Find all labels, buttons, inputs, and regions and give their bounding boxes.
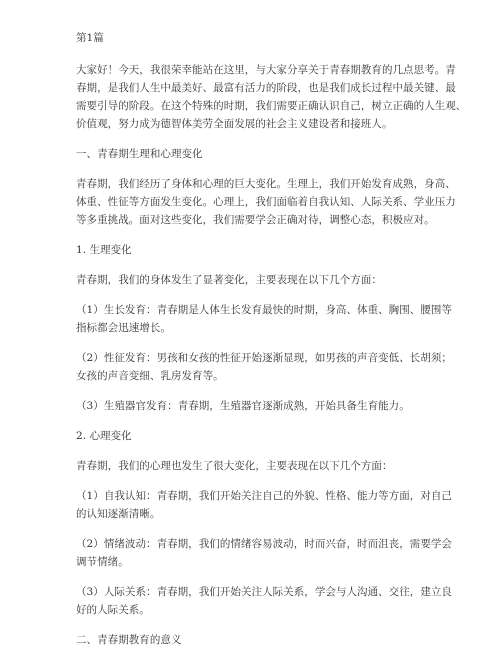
section1-line: 体重、性征等方面发生变化。心理上，我们面临着自我认知、人际关系、学业压力 bbox=[76, 196, 456, 208]
list-item-sex-characteristics bbox=[76, 349, 452, 385]
intro-line: 大家好！今天，我很荣幸能站在这里，与大家分享关于青春期教育的几点思考。青 bbox=[76, 64, 456, 76]
section1-line: 青春期，我们经历了身体和心理的巨大变化。生理上，我们开始发育成熟，身高、 bbox=[76, 178, 456, 190]
section1-line: 等多重挑战。面对这些变化，我们需要学会正确对待，调整心态，积极应对。 bbox=[76, 214, 435, 226]
list-item-line: 女孩的声音变细、乳房发育等。 bbox=[76, 370, 224, 382]
intro-line: 春期，是我们人生中最美好、最富有活力的阶段，也是我们成长过程中最关键、最 bbox=[76, 82, 456, 94]
psychological-intro: 青春期，我们的心理也发生了很大变化，主要表现在以下几个方面： bbox=[76, 460, 393, 472]
section-heading-physiology-psychology: 一、青春期生理和心理变化 bbox=[76, 148, 203, 160]
document-title: 第1篇 bbox=[76, 32, 104, 44]
subheading-psychological-changes: 2. 心理变化 bbox=[76, 430, 132, 442]
subheading-physiological-changes: 1. 生理变化 bbox=[76, 244, 132, 256]
list-item-line: 调节情绪。 bbox=[76, 556, 129, 568]
list-item-line: （1）自我认知：青春期，我们开始关注自己的外貌、性格、能力等方面，对自己 bbox=[76, 490, 452, 502]
list-item-line: （2）性征发育：男孩和女孩的性征开始逐渐显现，如男孩的声音变低、长胡须； bbox=[76, 352, 452, 364]
intro-paragraph bbox=[76, 61, 467, 133]
list-item-reproductive-organs: （3）生殖器官发育：青春期，生殖器官逐渐成熟，开始具备生育能力。 bbox=[76, 400, 410, 412]
list-item-line: （3）人际关系：青春期，我们开始关注人际关系，学会与人沟通、交往，建立良 bbox=[76, 586, 452, 598]
list-item-line: （1）生长发育：青春期是人体生长发育最快的时期，身高、体重、胸围、腰围等 bbox=[76, 304, 452, 316]
list-item-line: 好的人际关系。 bbox=[76, 604, 150, 616]
list-item-emotions bbox=[76, 535, 452, 571]
physiological-intro: 青春期，我们的身体发生了显著变化，主要表现在以下几个方面： bbox=[76, 274, 382, 286]
list-item-growth bbox=[76, 301, 452, 337]
section1-paragraph bbox=[76, 175, 456, 229]
list-item-self-awareness bbox=[76, 487, 452, 523]
list-item-line: 的认知逐渐清晰。 bbox=[76, 508, 161, 520]
list-item-line: （2）情绪波动：青春期，我们的情绪容易波动，时而兴奋，时而沮丧，需要学会 bbox=[76, 538, 452, 550]
intro-line: 需要引导的阶段。在这个特殊的时期，我们需要正确认识自己，树立正确的人生观、 bbox=[76, 100, 467, 112]
section-heading-significance: 二、青春期教育的意义 bbox=[76, 634, 182, 646]
list-item-line: 指标都会迅速增长。 bbox=[76, 322, 171, 334]
list-item-relationships bbox=[76, 583, 452, 619]
intro-line: 价值观，努力成为德智体美劳全面发展的社会主义建设者和接班人。 bbox=[76, 118, 393, 130]
